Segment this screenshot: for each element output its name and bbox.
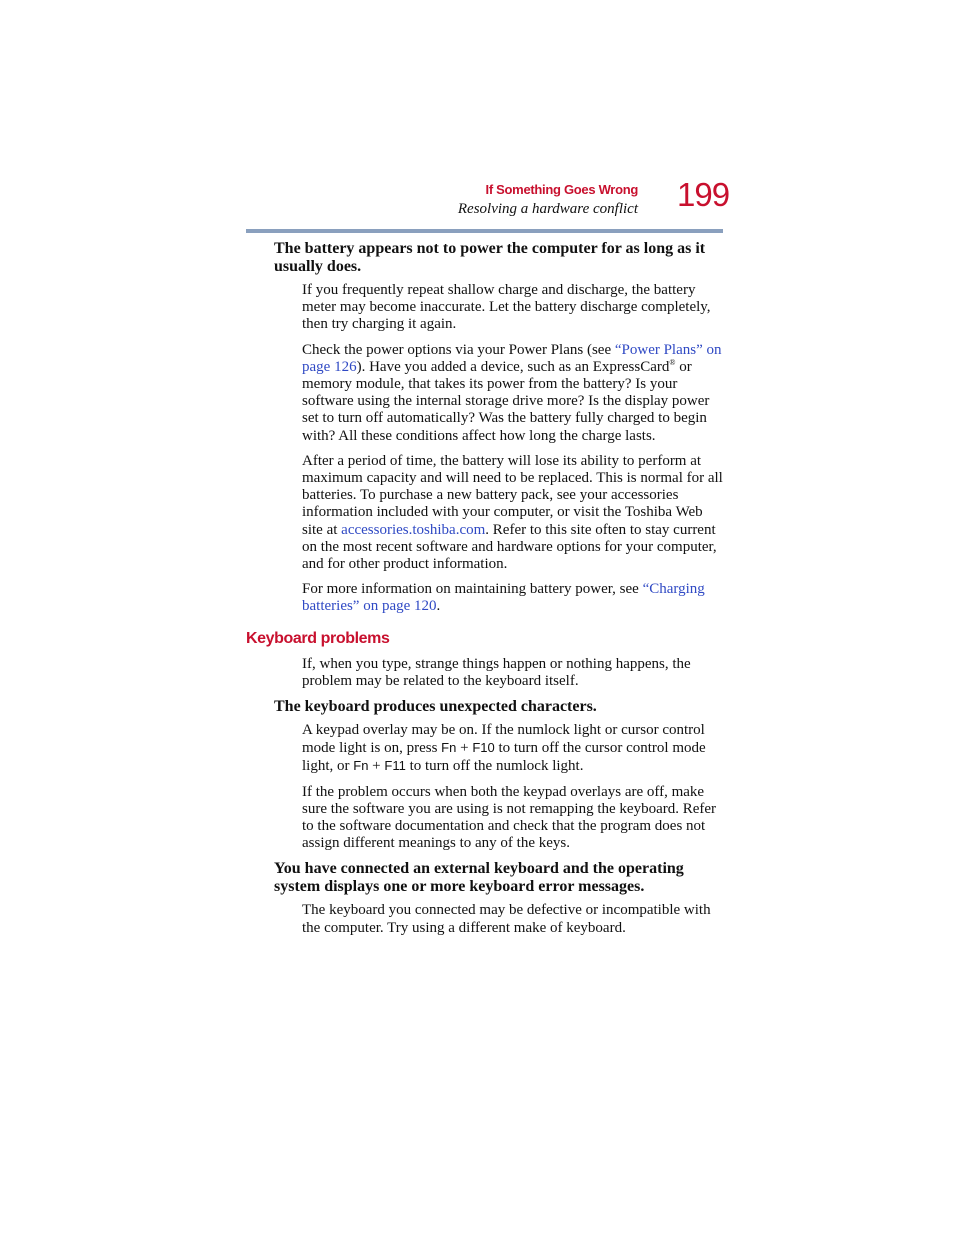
keyboard-intro: If, when you type, strange things happen or nothing happens, the problem may be related to the keyboard itself. xyxy=(302,655,691,689)
battery-paragraph-3: After a period of time, the battery will lose its ability to perform at maximum capacity and will need to be replaced. This is normal for all batteries. To purchase a new battery pack, see your accessories information included with your computer, or visit the Toshiba Web site at accessories.toshiba.com. Refer to this site often to stay current on the most recent software and hardware options for your computer, and for other product information. xyxy=(302,452,723,573)
fn-key: Fn xyxy=(441,740,457,756)
f10-key: F10 xyxy=(472,740,495,756)
header-rule xyxy=(246,229,723,233)
keyboard-paragraph-3: The keyboard you connected may be defective or incompatible with the computer. Try using a different make of keyboard. xyxy=(302,902,711,936)
battery-question: The battery appears not to power the computer for as long as it usually does. xyxy=(274,240,706,275)
registered-mark: ® xyxy=(669,357,676,367)
accessories-link[interactable]: accessories.toshiba.com xyxy=(341,521,486,538)
chapter-title: If Something Goes Wrong xyxy=(485,182,638,197)
keyboard-heading: Keyboard problems xyxy=(246,629,390,647)
battery-paragraph-1: If you frequently repeat shallow charge and discharge, the battery meter may become inaccurate. Let the battery discharge completely, then try charging it again. xyxy=(302,282,711,333)
keyboard-paragraph-2: If the problem occurs when both the keypad overlays are off, make sure the software you are using is not remapping the keyboard. Refer to the software documentation and check that the program does not assign different meanings to any of the keys. xyxy=(302,783,717,852)
battery-paragraph-2: Check the power options via your Power Plans (see “Power Plans” on page 126). Have you added a device, such as an ExpressCard® or memory module, that takes its power from the battery? Is your software using the internal storage drive more? Is the display power set to turn off automatically? Was the battery fully charged to begin with? All these conditions affect how long the charge lasts. xyxy=(302,341,722,444)
f11-key: F11 xyxy=(384,758,406,774)
page-number: 199 xyxy=(677,176,730,213)
fn-key: Fn xyxy=(353,758,369,774)
section-title: Resolving a hardware conflict xyxy=(457,201,638,217)
charging-batteries-link[interactable]: “Charging batteries” on page 120 xyxy=(302,581,705,615)
power-plans-link[interactable]: “Power Plans” on page 126 xyxy=(302,341,722,375)
keyboard-question-1: The keyboard produces unexpected characters. xyxy=(274,698,597,716)
page-body xyxy=(246,240,723,937)
battery-paragraph-4: For more information on maintaining battery power, see “Charging batteries” on page 120. xyxy=(302,581,705,615)
keyboard-question-2: You have connected an external keyboard and the operating system displays one or more keyboard error messages. xyxy=(274,860,684,896)
keyboard-paragraph-1: A keypad overlay may be on. If the numlock light or cursor control mode light is on, press Fn + F10 to turn off the cursor control mode light, or Fn + F11 to turn off the numlock light. xyxy=(302,722,706,775)
